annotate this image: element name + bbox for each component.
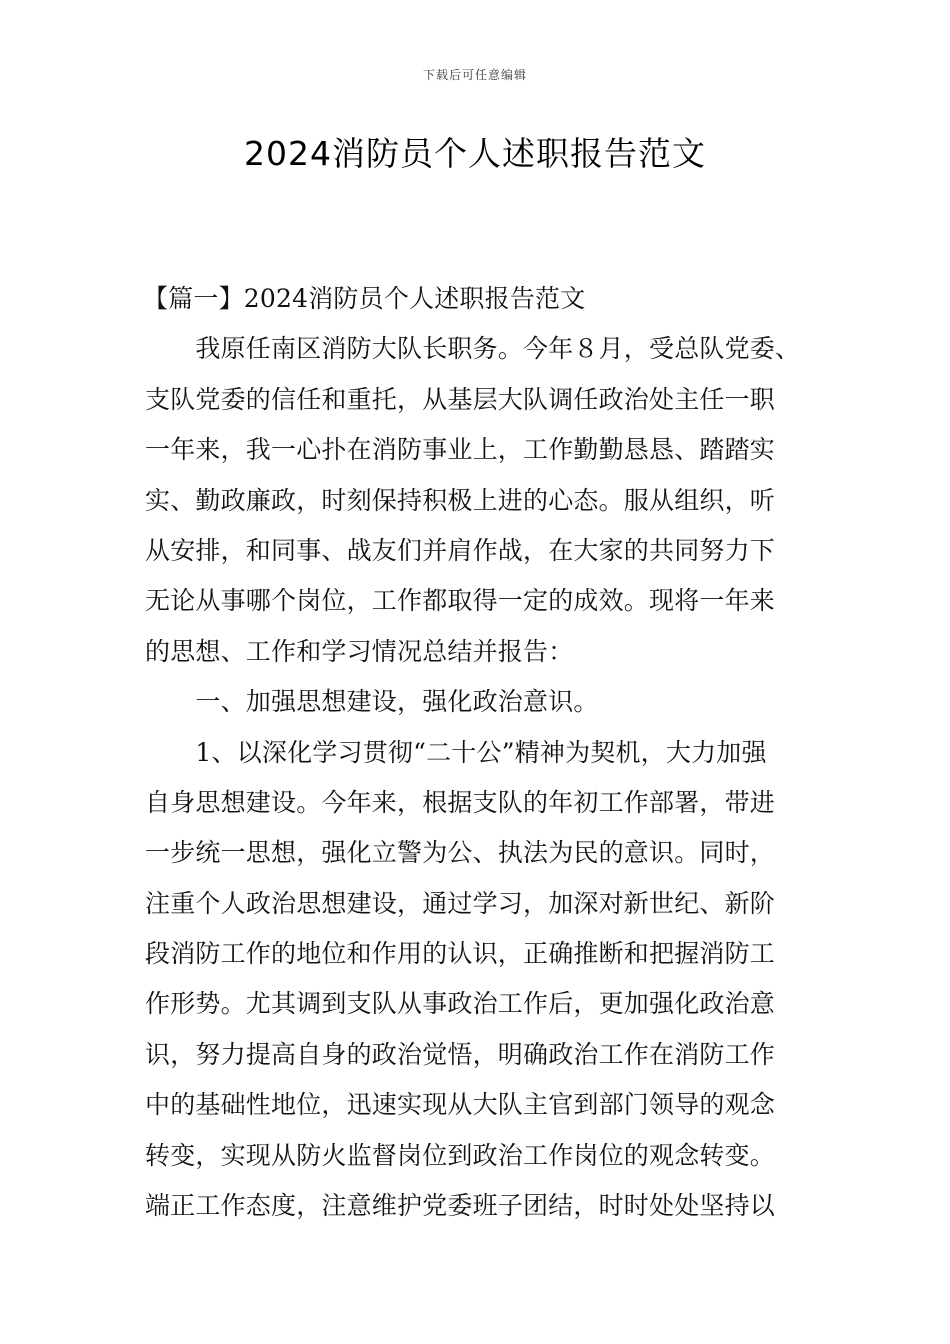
paragraph-line: 作形势。尤其调到支队从事政治工作后，更加强化政治意: [145, 989, 776, 1019]
document-title: 2024消防员个人述职报告范文: [244, 134, 706, 173]
paragraph-line: 注重个人政治思想建设，通过学习，加深对新世纪、新阶: [145, 888, 776, 918]
paragraph-line: 端正工作态度，注意维护党委班子团结，时时处处坚持以: [145, 1191, 776, 1221]
header-note: 下载后可任意编辑: [422, 68, 527, 82]
paragraph-line: 一年来，我一心扑在消防事业上，工作勤勤恳恳、踏踏实: [145, 435, 776, 465]
paragraph-line: 无论从事哪个岗位，工作都取得一定的成效。现将一年来: [145, 586, 776, 616]
document-body: [145, 274, 810, 1231]
paragraph-line: 的思想、工作和学习情况总结并报告：: [145, 636, 574, 666]
paragraph-line: 支队党委的信任和重托，从基层大队调任政治处主任一职: [145, 384, 776, 414]
subheading-line: 一、加强思想建设，强化政治意识。: [145, 687, 599, 717]
paragraph-line: 段消防工作的地位和作用的认识，正确推断和把握消防工: [145, 939, 776, 969]
paragraph-line: 自身思想建设。今年来，根据支队的年初工作部署，带进: [145, 787, 776, 817]
section-heading: 【篇一】2024消防员个人述职报告范文: [143, 284, 586, 313]
paragraph-line: 1、以深化学习贯彻“二十公”精神为契机，大力加强: [145, 737, 767, 767]
paragraph-line: 我原任南区消防大队长职务。今年８月，受总队党委、: [145, 334, 801, 364]
paragraph-line: 转变，实现从防火监督岗位到政治工作岗位的观念转变。: [145, 1140, 776, 1170]
paragraph-line: 一步统一思想，强化立警为公、执法为民的意识。同时，: [145, 838, 776, 868]
paragraph-line: 中的基础性地位，迅速实现从大队主官到部门领导的观念: [145, 1090, 776, 1120]
paragraph-line: 从安排，和同事、战友们并肩作战，在大家的共同努力下: [145, 535, 776, 565]
paragraph-line: 识，努力提高自身的政治觉悟，明确政治工作在消防工作: [145, 1039, 776, 1069]
paragraph-line: 实、勤政廉政，时刻保持积极上进的心态。服从组织，听: [145, 485, 776, 515]
